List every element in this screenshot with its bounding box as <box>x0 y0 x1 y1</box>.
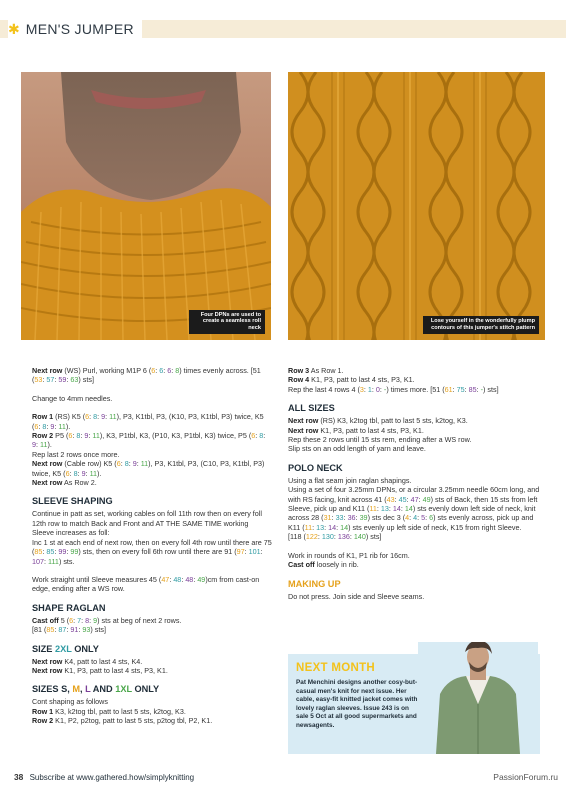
row-instruction: Next row (RS) K3, k2tog tbl, patt to last 5 sts, k2tog, K3. <box>288 416 468 426</box>
page-footer <box>14 772 194 782</box>
section-heading: SLEEVE SHAPING <box>32 496 113 507</box>
section-heading: MAKING UP <box>288 578 341 589</box>
subscribe-link[interactable]: Subscribe at www.gathered.how/simplyknitting <box>29 773 195 782</box>
page-number: 38 <box>14 772 24 782</box>
paragraph: [118 (122: 130: 136: 140) sts] <box>288 532 382 542</box>
section-heading: SHAPE RAGLAN <box>32 602 106 613</box>
section-heading: ALL SIZES <box>288 403 335 414</box>
next-month-model-photo <box>418 642 538 754</box>
section-title <box>8 20 142 38</box>
paragraph: Work straight until Sleeve measures 45 (47: 48: 48: 49)cm from cast-on edge, ending after a WS row. <box>32 574 260 594</box>
asterisk-star-icon: ✱ <box>8 21 20 37</box>
section-heading: SIZES S, M, L AND 1XL ONLY <box>32 684 160 695</box>
row-instruction: Row 2 P5 (6: 8: 9: 11), K3, P1tbl, K3, (P10, K3, P1tbl, K3) twice, P5 (6: 8: 9: 11). <box>32 431 266 450</box>
next-month-title: NEXT MONTH <box>296 662 376 674</box>
row-instruction: Next row As Row 2. <box>32 478 97 488</box>
photo-caption: Four DPNs are used to create a seamless roll neck <box>189 310 265 334</box>
paragraph: Change to 4mm needles. <box>32 393 113 403</box>
next-month-text: Pat Menchini designs another cosy-but-casual men's knit for next issue. Her cable, easy-fit knitted jacket comes with lovely raglan sleeves. Issue 243 is on sale 5 Oct at all good supermarkets and newsagents. <box>296 679 418 729</box>
watermark: PassionForum.ru <box>493 772 558 782</box>
section-heading: SIZE 2XL ONLY <box>32 643 99 654</box>
paragraph: Rep these 2 rows until 15 sts rem, ending after a WS row. <box>288 435 472 445</box>
page-header <box>0 0 566 44</box>
paragraph: Using a flat seam join raglan shapings. <box>288 475 412 485</box>
paragraph: Next row (WS) Purl, working M1P 6 (6: 6: 6: 8) times evenly across. [51 (53: 57: 59: 63) sts] <box>32 366 261 385</box>
paragraph: Inc 1 st at each end of next row, then on every foll 4th row until there are 75 (85: 85: 99: 99) sts, then on every foll 6th row until there are 91 (97: 101: 107: 111) sts. <box>32 537 272 566</box>
cable-stitch-photo <box>288 72 545 340</box>
paragraph: Continue in patt as set, working cables on foll 11th row then on every foll 12th row to match Back and Front and AT THE SAME TIME working Sleeve increases as foll: <box>32 509 262 538</box>
paragraph: Rep last 2 rows once more. <box>32 449 120 459</box>
row-instruction: Row 1 K3, k2tog tbl, patt to last 5 sts, k2tog, K3. <box>32 706 186 716</box>
row-instruction: Next row (Cable row) K5 (6: 8: 9: 11), P3, K1tbl, P3, (C10, P3, K1tbl, P3) twice, K5 (6: 8: 9: 11). <box>32 459 265 478</box>
row-instruction: Row 4 K1, P3, patt to last 4 sts, P3, K1. <box>288 375 415 385</box>
row-instruction: Cast off 5 (6: 7: 8: 9) sts at beg of next 2 rows. <box>32 615 182 625</box>
row-instruction: Row 3 As Row 1. <box>288 366 344 375</box>
row-instruction: Next row K1, P3, patt to last 4 sts, P3, K1. <box>32 665 168 675</box>
neck-closeup-photo <box>21 72 271 340</box>
paragraph: Slip sts on an odd length of yarn and leave. <box>288 444 426 454</box>
row-instruction: Row 1 (RS) K5 (6: 8: 9: 11), P3, K1tbl, P3, (K10, P3, K1tbl, P3) twice, K5 (6: 8: 9: 11). <box>32 412 264 431</box>
paragraph: Do not press. Join side and Sleeve seams. <box>288 591 425 601</box>
row-instruction: Cast off loosely in rib. <box>288 560 359 570</box>
paragraph: Rep the last 4 rows 4 (3: 1: 0: -) times more. [51 (61: 75: 85: -) sts] <box>288 384 499 394</box>
row-instruction: Next row K4, patt to last 4 sts, K4. <box>32 656 143 666</box>
section-heading: POLO NECK <box>288 462 343 473</box>
paragraph: Work in rounds of K1, P1 rib for 16cm. <box>288 550 410 560</box>
photo-caption: Lose yourself in the wonderfully plump contours of this jumper's stitch pattern <box>423 316 539 334</box>
row-instruction: Next row K1, P3, patt to last 4 sts, P3, K1. <box>288 425 424 435</box>
paragraph: Cont shaping as follows <box>32 697 108 707</box>
paragraph: Using a set of four 3.25mm DPNs, or a circular 3.25mm needle 60cm long, and with RS facing, knit across 41 (43: 45: 47: 49) sts of Back, then 15 sts from left Sleeve, pick up and K11 (11: 13: 14: 14) sts evenly down left side of neck, knit across 28 (31: 33: 36: 39) sts dec 3 (4: 4: 5: 6) sts evenly across, pick up and K11 (11: 13: 14: 14) sts evenly up left side of neck, K15 from right Sleeve. <box>288 485 540 532</box>
paragraph: [81 (85: 87: 91: 93) sts] <box>32 625 106 635</box>
pattern-column-left <box>32 366 272 726</box>
section-title-text: MEN'S JUMPER <box>25 21 134 37</box>
row-instruction: Row 2 K1, P2, p2tog, patt to last 5 sts, p2tog tbl, P2, K1. <box>32 716 213 726</box>
pattern-column-right <box>288 366 540 601</box>
